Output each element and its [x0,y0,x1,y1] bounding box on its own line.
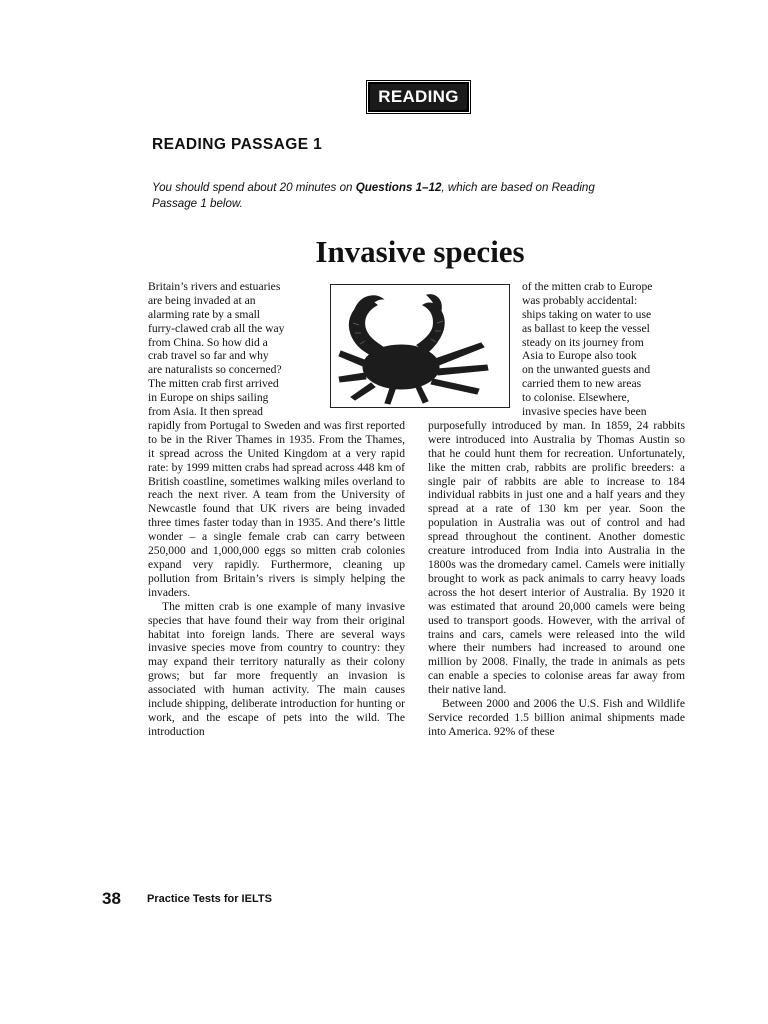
article-column-right [428,280,685,739]
wrap-line: are being invaded at an [148,293,256,307]
right-paragraph-1-rest: purposefully introduced by man. In 1859, 24 rabbits were introduced into Australia by Thomas Austin so that he could hunt them for recreation. Unfortunately, like the mitten crab, rabbits are prolific breeders: a single pair of rabbits are able to increase to 184 individual rabbits in just one and a half years and they spread at a rate of 130 km per year. Soon the population in Australia was out of control and had spread throughout the continent. Another domestic creature introduced from India into Australia in the 1800s was the dromedary camel. Camels were initially brought to work as pack animals to carry heavy loads across the hot desert interior of Australia. By 1920 it was estimated that around 20,000 camels were being used to transport goods. However, with the arrival of trains and cars, camels were released into the wild where their numbers had increased to around one million by 2008. Finally, the trade in animals as pets can enable a species to colonise areas far away from their native land. [428,418,685,697]
wrap-line: steady on its journey from [522,335,644,349]
instructions-part2: , which are based on Reading [441,181,595,194]
instructions-part1: You should spend about 20 minutes on [152,181,356,194]
wrap-line: of the mitten crab to Europe [522,280,653,293]
wrap-line: alarming rate by a small [148,307,261,321]
page-number: 38 [102,889,121,908]
left-paragraph-2: The mitten crab is one example of many invasive species that have found their way from their original habitat into foreign lands. There are several ways invasive species move from country to country: they may expand their territory naturally as their colony grows; but far more frequently an invasion is associated with human activity. The main causes include shipping, deliberate introduction for hunting or work, and the escape of pets into the wild. The introduction [148,599,405,738]
wrap-line: from Asia. It then spread [148,405,263,419]
instructions-part3: Passage 1 below. [152,197,243,210]
wrap-line: Asia to Europe also took [522,349,637,363]
wrap-line: as ballast to keep the vessel [522,321,650,335]
wrap-line: are naturalists so concerned? [148,363,282,377]
wrap-line: to colonise. Elsewhere, [522,391,630,405]
wrap-line: carried them to new areas [522,377,642,391]
wrap-line: Britain’s rivers and estuaries [148,280,281,293]
passage-heading: READING PASSAGE 1 [152,136,323,153]
right-paragraph-2: Between 2000 and 2006 the U.S. Fish and Wildlife Service recorded 1.5 billion animal shipments made into America. 92% of these [428,697,685,738]
right-wrap-block [428,280,685,419]
wrap-line: furry-clawed crab all the way [148,321,285,335]
article-title: Invasive species [315,234,525,269]
wrap-line: was probably accidental: [522,293,638,307]
wrap-line: crab travel so far and why [148,349,269,363]
book-title: Practice Tests for IELTS [147,893,272,905]
wrap-line: The mitten crab first arrived [148,377,279,391]
left-paragraph-1-rest: rapidly from Portugal to Sweden and was first reported to be in the River Thames in 1935. From the Thames, it spread across the United Kingdom at a very rapid rate: by 1999 mitten crabs had spread across 448 km of British coastline, sometimes walking miles overland to reach the next river. A team from the University of Newcastle found that UK rivers are being invaded three times faster today than in 1935. And there’s little wonder – a single female crab can carry between 250,000 and 1,000,000 eggs so mitten crab colonies expand very rapidly. Furthermore, cleaning up pollution from Britain’s rivers is simply helping the invaders. [148,418,405,599]
wrap-line: in Europe on ships sailing [148,391,269,405]
wrap-line: from China. So how did a [148,335,268,349]
wrap-line: on the unwanted guests and [522,363,651,377]
wrap-line: ships taking on water to use [522,307,652,321]
instructions-questions: Questions 1–12 [355,181,442,194]
wrap-line: invasive species have been [522,405,647,419]
instructions [152,180,652,212]
section-badge: READING [368,82,469,112]
